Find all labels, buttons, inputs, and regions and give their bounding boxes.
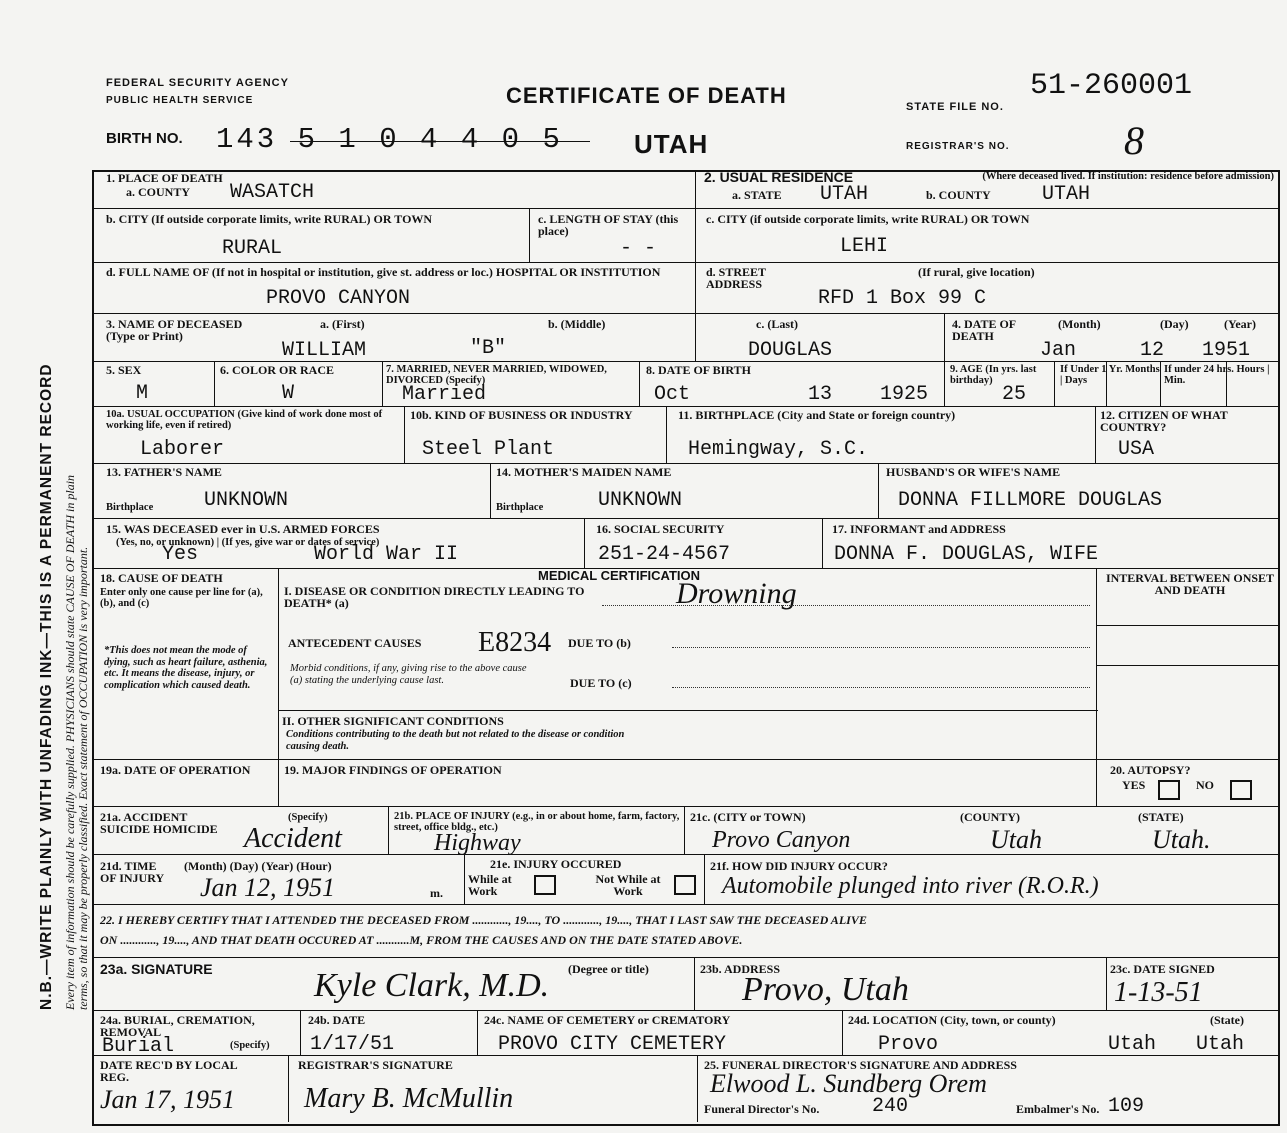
burial-city: Provo bbox=[878, 1033, 939, 1056]
residence-state-label: a. STATE bbox=[732, 188, 782, 202]
birth-date-label: 8. DATE OF BIRTH bbox=[646, 363, 751, 377]
injury-how-label: 21f. HOW DID INJURY OCCUR? bbox=[710, 859, 888, 873]
injury-time-columns: (Month) (Day) (Year) (Hour) bbox=[184, 859, 332, 873]
place-of-death-label: 1. PLACE OF DEATH bbox=[106, 171, 223, 185]
funeral-director-no: 240 bbox=[872, 1095, 909, 1118]
injury-city-label: 21c. (CITY or TOWN) bbox=[690, 810, 806, 824]
cause-footnote: *This does not mean the mode of dying, such as heart failure, asthenia, etc. It means the disease, injury, or complication which caused death. bbox=[104, 645, 268, 691]
injury-type-label: 21a. ACCIDENT SUICIDE HOMICIDE bbox=[100, 810, 218, 836]
side-notes bbox=[0, 0, 92, 1133]
injury-state: Utah. bbox=[1152, 825, 1211, 854]
last-name: DOUGLAS bbox=[748, 339, 833, 362]
date-signed: 1-13-51 bbox=[1114, 977, 1203, 1008]
armed-forces-sub: (Yes, no, or unknown) | (If yes, give war or dates of service) bbox=[116, 537, 380, 548]
death-county: WASATCH bbox=[230, 181, 315, 204]
operation-findings-label: 19. MAJOR FINDINGS OF OPERATION bbox=[284, 763, 502, 777]
burial-county: Utah bbox=[1108, 1033, 1157, 1056]
marital-status: Married bbox=[402, 383, 487, 406]
injury-how: Automobile plunged into river (R.O.R.) bbox=[722, 873, 1099, 899]
race-label: 6. COLOR OR RACE bbox=[220, 363, 335, 377]
embalmer-no-label: Embalmer's No. bbox=[1016, 1102, 1100, 1116]
disease-label: I. DISEASE OR CONDITION DIRECTLY LEADING TO DEATH* (a) bbox=[284, 584, 585, 610]
burial-label: 24a. BURIAL, CREMATION, REMOVAL bbox=[100, 1013, 255, 1039]
registrar-signature: Mary B. McMullin bbox=[304, 1083, 514, 1114]
father-name: UNKNOWN bbox=[204, 489, 289, 512]
death-year: 1951 bbox=[1202, 339, 1251, 362]
social-security-label: 16. SOCIAL SECURITY bbox=[596, 522, 725, 536]
middle-name: "B" bbox=[470, 337, 507, 360]
marital-label: 7. MARRIED, NEVER MARRIED, WIDOWED, DIVORCED (Specify) bbox=[386, 364, 607, 386]
father-birthplace-label: Birthplace bbox=[106, 502, 154, 513]
injury-state-label: (STATE) bbox=[1138, 810, 1184, 824]
business-label: 10b. KIND OF BUSINESS OR INDUSTRY bbox=[410, 408, 633, 422]
date-signed-label: 23c. DATE SIGNED bbox=[1110, 962, 1215, 976]
business: Steel Plant bbox=[422, 438, 555, 461]
birthplace: Hemingway, S.C. bbox=[688, 438, 869, 461]
sex-label: 5. SEX bbox=[106, 363, 142, 377]
burial-state: Utah bbox=[1196, 1033, 1245, 1056]
registrar-no-label: REGISTRAR'S NO. bbox=[906, 141, 1010, 152]
mother-birthplace-label: Birthplace bbox=[496, 502, 544, 513]
autopsy-label: 20. AUTOPSY? bbox=[1110, 763, 1191, 777]
under-24-hours-label: If under 24 hrs. Hours | Min. bbox=[1164, 364, 1270, 386]
physician-address: Provo, Utah bbox=[742, 971, 909, 1008]
occupation: Laborer bbox=[140, 438, 225, 461]
birth-no-strike bbox=[290, 141, 590, 142]
occupation-label: 10a. USUAL OCCUPATION (Give kind of work done most of working life, even if retired) bbox=[106, 409, 383, 431]
month-label: (Month) bbox=[1058, 317, 1101, 331]
instruction-line-1: Every item of information should be carefully supplied. PHYSICIANS should state CAUSE OF DEATH in plain bbox=[63, 474, 77, 1010]
race: W bbox=[282, 382, 295, 405]
stay-value: - - bbox=[620, 237, 657, 260]
antecedent-code: E8234 bbox=[478, 627, 552, 658]
injury-time: Jan 12, 1951 bbox=[200, 873, 336, 902]
residence-note: (Where deceased lived. If institution: residence before admission) bbox=[982, 171, 1274, 182]
injury-m-label: m. bbox=[430, 886, 443, 900]
residence-state: UTAH bbox=[820, 183, 869, 206]
informant-label: 17. INFORMANT and ADDRESS bbox=[832, 522, 1006, 536]
funeral-director-signature: Elwood L. Sundberg Orem bbox=[710, 1069, 987, 1098]
city-label: b. CITY (If outside corporate limits, write RURAL) OR TOWN bbox=[106, 212, 433, 226]
while-at-work-label: While at Work bbox=[468, 872, 512, 898]
middle-name-label: b. (Middle) bbox=[548, 317, 606, 331]
birth-day: 13 bbox=[808, 383, 833, 406]
death-date-label: 4. DATE OF DEATH bbox=[952, 317, 1016, 343]
physician-address-label: 23b. ADDRESS bbox=[700, 962, 781, 976]
burial-specify: (Specify) bbox=[230, 1040, 270, 1051]
stay-label: c. LENGTH OF STAY (this place) bbox=[538, 212, 679, 238]
physician-signature: Kyle Clark, M.D. bbox=[314, 967, 550, 1004]
injury-occurred-label: 21e. INJURY OCCURED bbox=[490, 857, 622, 871]
residence-county-label: b. COUNTY bbox=[926, 188, 991, 202]
sex: M bbox=[136, 382, 149, 405]
burial-location-label: 24d. LOCATION (City, town, or county) bbox=[848, 1013, 1056, 1027]
date-received: Jan 17, 1951 bbox=[100, 1085, 236, 1114]
county-label: a. COUNTY bbox=[126, 185, 191, 199]
signature-label: 23a. SIGNATURE bbox=[100, 961, 213, 977]
spouse-label: HUSBAND'S OR WIFE'S NAME bbox=[886, 465, 1061, 479]
age: 25 bbox=[1002, 383, 1027, 406]
birth-number: 143 5 1 0 4 4 0 5 bbox=[216, 123, 563, 156]
residence-city: LEHI bbox=[840, 235, 889, 258]
institution-label: d. FULL NAME OF (If not in hospital or institution, give st. address or loc.) HOSPITAL OR INSTITUTION bbox=[106, 265, 661, 279]
interval-label: INTERVAL BETWEEN ONSET AND DEATH bbox=[1105, 571, 1275, 597]
birthplace-label: 11. BIRTHPLACE (City and State or foreign country) bbox=[678, 408, 956, 422]
mother-label: 14. MOTHER'S MAIDEN NAME bbox=[496, 465, 672, 479]
birth-year: 1925 bbox=[880, 383, 929, 406]
state-file-number: 51-260001 bbox=[1030, 69, 1193, 103]
residence-county: UTAH bbox=[1042, 183, 1091, 206]
year-label: (Year) bbox=[1224, 317, 1256, 331]
social-security-number: 251-24-4567 bbox=[598, 543, 731, 566]
death-day: 12 bbox=[1140, 339, 1165, 362]
due-to-b-label: DUE TO (b) bbox=[568, 636, 631, 650]
under-one-year-label: If Under 1 Yr. Months | Days bbox=[1060, 364, 1160, 386]
cause-instruction: Enter only one cause per line for (a), (b), and (c) bbox=[100, 587, 263, 609]
certify-line-1: 22. I HEREBY CERTIFY THAT I ATTENDED THE DECEASED FROM ............, 19...., TO ............, 19...., THAT I LAST SAW THE DECEASED ALIVE bbox=[100, 913, 867, 927]
death-city: RURAL bbox=[222, 237, 283, 260]
certificate-title: CERTIFICATE OF DEATH bbox=[506, 83, 787, 108]
injury-county: Utah bbox=[990, 825, 1042, 854]
burial-type: Burial bbox=[102, 1035, 175, 1058]
death-certificate bbox=[92, 65, 1280, 1125]
while-at-work-checkbox[interactable] bbox=[534, 875, 556, 895]
citizen-label: 12. CITIZEN OF WHAT COUNTRY? bbox=[1100, 408, 1228, 434]
name-label: 3. NAME OF DECEASED (Type or Print) bbox=[106, 317, 243, 343]
injury-type: Accident bbox=[244, 823, 342, 854]
armed-forces-label: 15. WAS DECEASED ever in U.S. ARMED FORCES bbox=[106, 522, 380, 536]
death-month: Jan bbox=[1040, 339, 1077, 362]
last-name-label: c. (Last) bbox=[756, 317, 798, 331]
funeral-director-label: 25. FUNERAL DIRECTOR'S SIGNATURE AND ADDRESS bbox=[704, 1058, 1017, 1072]
antecedent-label: ANTECEDENT CAUSES bbox=[288, 636, 422, 650]
injury-county-label: (COUNTY) bbox=[960, 810, 1020, 824]
embalmer-no: 109 bbox=[1108, 1095, 1145, 1118]
citizen: USA bbox=[1118, 438, 1155, 461]
state-name: UTAH bbox=[634, 129, 709, 159]
agency-name: FEDERAL SECURITY AGENCY bbox=[106, 77, 289, 89]
cemetery-name: PROVO CITY CEMETERY bbox=[498, 1033, 727, 1056]
street-note: (If rural, give location) bbox=[918, 265, 1035, 279]
father-label: 13. FATHER'S NAME bbox=[106, 465, 222, 479]
burial-state-label: (State) bbox=[1210, 1013, 1244, 1027]
date-received-label: DATE REC'D BY LOCAL REG. bbox=[100, 1058, 238, 1084]
due-to-c-label: DUE TO (c) bbox=[570, 676, 632, 690]
registrar-number: 8 bbox=[1124, 118, 1144, 163]
certify-line-2: ON ............, 19...., AND THAT DEATH OCCURED AT ...........M, FROM THE CAUSES AND ON THE DATE STATED ABOVE. bbox=[100, 933, 743, 947]
not-while-at-work-label: Not While at Work bbox=[595, 872, 661, 898]
service-name: PUBLIC HEALTH SERVICE bbox=[106, 95, 254, 106]
spouse-name: DONNA FILLMORE DOUGLAS bbox=[898, 489, 1163, 512]
birth-no-label: BIRTH NO. bbox=[106, 130, 183, 147]
registrar-signature-label: REGISTRAR'S SIGNATURE bbox=[298, 1058, 453, 1072]
street-label: d. STREET ADDRESS bbox=[706, 265, 766, 291]
autopsy-yes-label: YES bbox=[1122, 778, 1146, 792]
residence-city-label: c. CITY (if outside corporate limits, write RURAL) OR TOWN bbox=[706, 212, 1030, 226]
injury-city: Provo Canyon bbox=[712, 827, 851, 853]
instruction-line-2: terms, so that it may be properly classified. Exact statement of OCCUPATION is very important. bbox=[76, 546, 90, 1010]
injury-place-label: 21b. PLACE OF INJURY (e.g., in or about home, farm, factory, street, office bldg., etc.) bbox=[394, 811, 680, 833]
autopsy-no-label: NO bbox=[1196, 778, 1214, 792]
medical-certification-header: MEDICAL CERTIFICATION bbox=[538, 568, 701, 583]
injury-time-label: 21d. TIME OF INJURY bbox=[100, 859, 165, 885]
first-name-label: a. (First) bbox=[320, 317, 365, 331]
autopsy-yes-checkbox[interactable] bbox=[1158, 780, 1180, 800]
burial-date-label: 24b. DATE bbox=[308, 1013, 366, 1027]
armed-forces-answer: Yes bbox=[162, 543, 199, 566]
permanent-record-note: N.B.—WRITE PLAINLY WITH UNFADING INK—THIS IS A PERMANENT RECORD bbox=[38, 363, 55, 1010]
mother-name: UNKNOWN bbox=[598, 489, 683, 512]
street-address: RFD 1 Box 99 C bbox=[818, 287, 987, 310]
residence-label: 2. USUAL RESIDENCE bbox=[704, 169, 854, 185]
degree-label: (Degree or title) bbox=[568, 962, 649, 976]
state-file-label: STATE FILE NO. bbox=[906, 101, 1004, 113]
first-name: WILLIAM bbox=[282, 339, 367, 362]
informant: DONNA F. DOUGLAS, WIFE bbox=[834, 543, 1099, 566]
morbid-note: Morbid conditions, if any, giving rise to the above cause (a) stating the underlying cause last. bbox=[290, 663, 527, 686]
autopsy-no-checkbox[interactable] bbox=[1230, 780, 1252, 800]
institution-name: PROVO CANYON bbox=[266, 287, 411, 310]
cemetery-label: 24c. NAME OF CEMETERY or CREMATORY bbox=[484, 1013, 731, 1027]
injury-place: Highway bbox=[434, 830, 521, 856]
other-conditions-note: Conditions contributing to the death but not related to the disease or condition causing death. bbox=[286, 729, 625, 752]
day-label: (Day) bbox=[1160, 317, 1189, 331]
birth-month: Oct bbox=[654, 383, 691, 406]
injury-type-specify: (Specify) bbox=[288, 812, 328, 823]
funeral-director-no-label: Funeral Director's No. bbox=[704, 1102, 820, 1116]
burial-date: 1/17/51 bbox=[310, 1033, 395, 1056]
war-service: World War II bbox=[314, 543, 459, 566]
not-while-at-work-checkbox[interactable] bbox=[674, 875, 696, 895]
age-label: 9. AGE (In yrs. last birthday) bbox=[950, 364, 1037, 386]
disease-value: Drowning bbox=[676, 577, 797, 610]
operation-date-label: 19a. DATE OF OPERATION bbox=[100, 763, 251, 777]
other-conditions-label: II. OTHER SIGNIFICANT CONDITIONS bbox=[282, 714, 504, 728]
cause-of-death-label: 18. CAUSE OF DEATH bbox=[100, 571, 223, 585]
